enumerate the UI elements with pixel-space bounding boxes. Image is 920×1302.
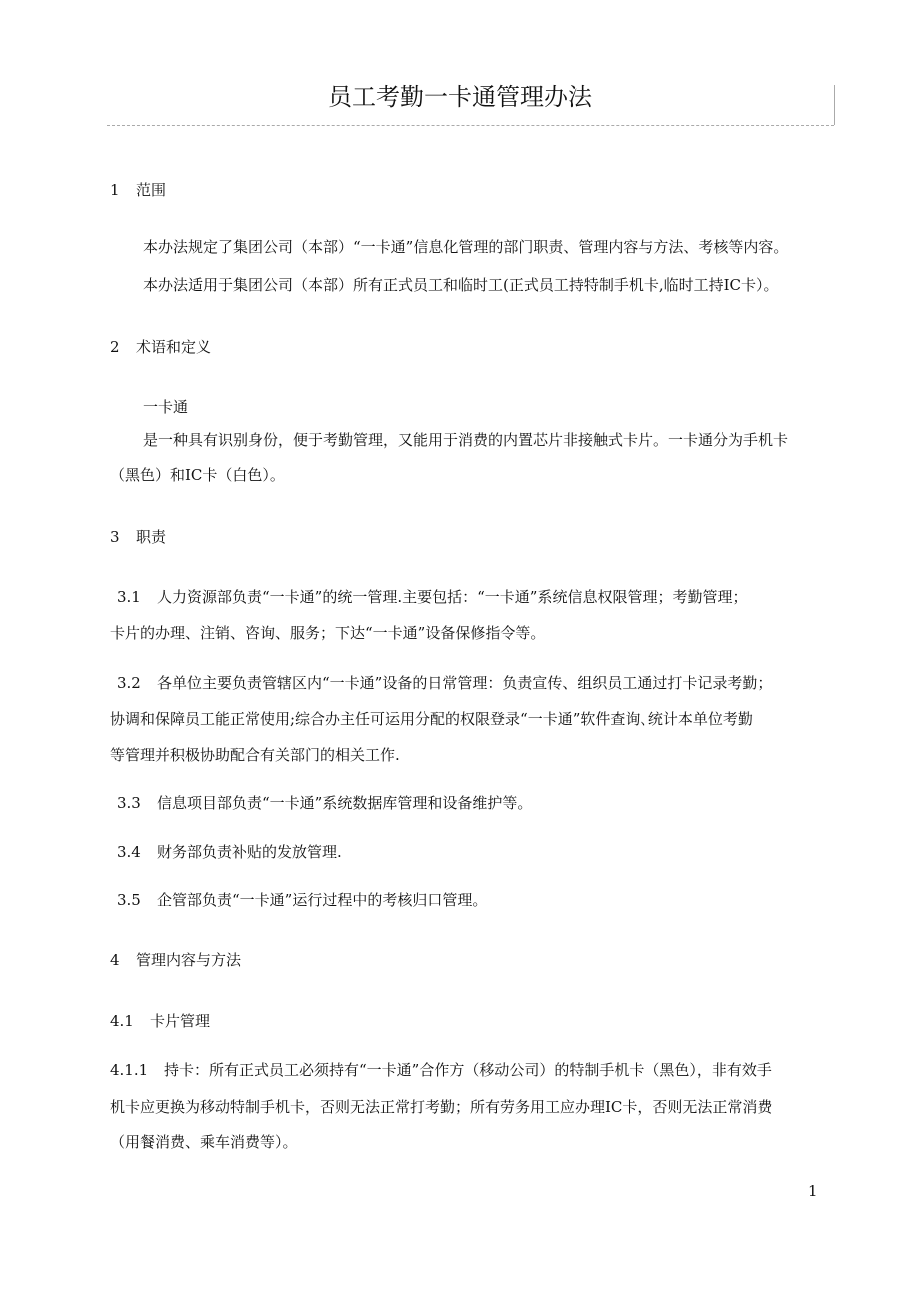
- item-number: 4.1.1: [110, 1061, 149, 1079]
- paragraph-line: 等管理并积极协助配合有关部门的相关工作.: [110, 746, 400, 764]
- term-label: 一卡通: [143, 398, 189, 416]
- document-title: 员工考勤一卡通管理办法: [328, 83, 592, 111]
- item-3-3: [117, 793, 532, 813]
- paragraph-line: 卡片的办理、注销、咨询、服务；下达“一卡通”设备保修指令等。: [110, 624, 546, 642]
- item-3-4: [117, 842, 342, 862]
- header-corner-mark: [834, 85, 835, 125]
- item-3-5: [117, 890, 487, 910]
- section-title: 范围: [136, 181, 167, 199]
- page-number: 1: [808, 1182, 818, 1200]
- header-divider: [107, 125, 834, 126]
- section-number: 4: [110, 951, 120, 969]
- item-number: 3.5: [117, 891, 141, 909]
- paragraph-line: 机卡应更换为移动特制手机卡，否则无法正常打考勤；所有劳务用工应办理IC卡，否则无法正常消费: [110, 1098, 773, 1116]
- section-2-heading: [110, 337, 211, 357]
- section-4-heading: [110, 950, 241, 970]
- section-number: 3: [110, 528, 120, 546]
- item-number: 3.4: [117, 843, 141, 861]
- paragraph-line: 人力资源部负责“一卡通”的统一管理.主要包括：“一卡通”系统信息权限管理；考勤管理；: [157, 588, 748, 606]
- paragraph-line: 本办法规定了集团公司（本部）“一卡通”信息化管理的部门职责、管理内容与方法、考核等内容。: [143, 238, 789, 256]
- section-number: 2: [110, 338, 120, 356]
- paragraph-line: 协调和保障员工能正常使用;综合办主任可运用分配的权限登录“一卡通”软件查询､统计本单位考勤: [110, 710, 753, 728]
- item-number: 3.3: [117, 794, 141, 812]
- paragraph-line: 企管部负责“一卡通”运行过程中的考核归口管理。: [157, 891, 488, 909]
- section-title: 术语和定义: [136, 338, 212, 356]
- section-1-heading: [110, 180, 166, 200]
- subsection-number: 4.1: [110, 1012, 134, 1030]
- subsection-4-1-heading: [110, 1011, 210, 1031]
- item-number: 3.1: [117, 588, 141, 606]
- paragraph-line: 是一种具有识别身份，便于考勤管理，又能用于消费的内置芯片非接触式卡片。一卡通分为手机卡: [143, 431, 789, 449]
- paragraph-line: 财务部负责补贴的发放管理.: [157, 843, 342, 861]
- item-3-2: [117, 673, 772, 693]
- paragraph-line: （黑色）和IC卡（白色）。: [110, 466, 285, 484]
- item-number: 3.2: [117, 674, 141, 692]
- subsection-title: 卡片管理: [150, 1012, 211, 1030]
- paragraph-line: 各单位主要负责管辖区内“一卡通”设备的日常管理：负责宣传、组织员工通过打卡记录考勤；: [157, 674, 773, 692]
- paragraph-line: 持卡：所有正式员工必须持有“一卡通”合作方（移动公司）的特制手机卡（黑色），非有效手: [164, 1061, 772, 1079]
- paragraph-line: 信息项目部负责“一卡通”系统数据库管理和设备维护等。: [157, 794, 533, 812]
- section-title: 职责: [136, 528, 167, 546]
- item-4-1-1: [110, 1060, 772, 1080]
- paragraph-line: 本办法适用于集团公司（本部）所有正式员工和临时工(正式员工持特制手机卡,临时工持IC卡）。: [143, 276, 779, 294]
- paragraph-line: （用餐消费、乘车消费等）。: [110, 1133, 298, 1151]
- section-title: 管理内容与方法: [136, 951, 242, 969]
- item-3-1: [117, 587, 747, 607]
- section-number: 1: [110, 181, 120, 199]
- section-3-heading: [110, 527, 166, 547]
